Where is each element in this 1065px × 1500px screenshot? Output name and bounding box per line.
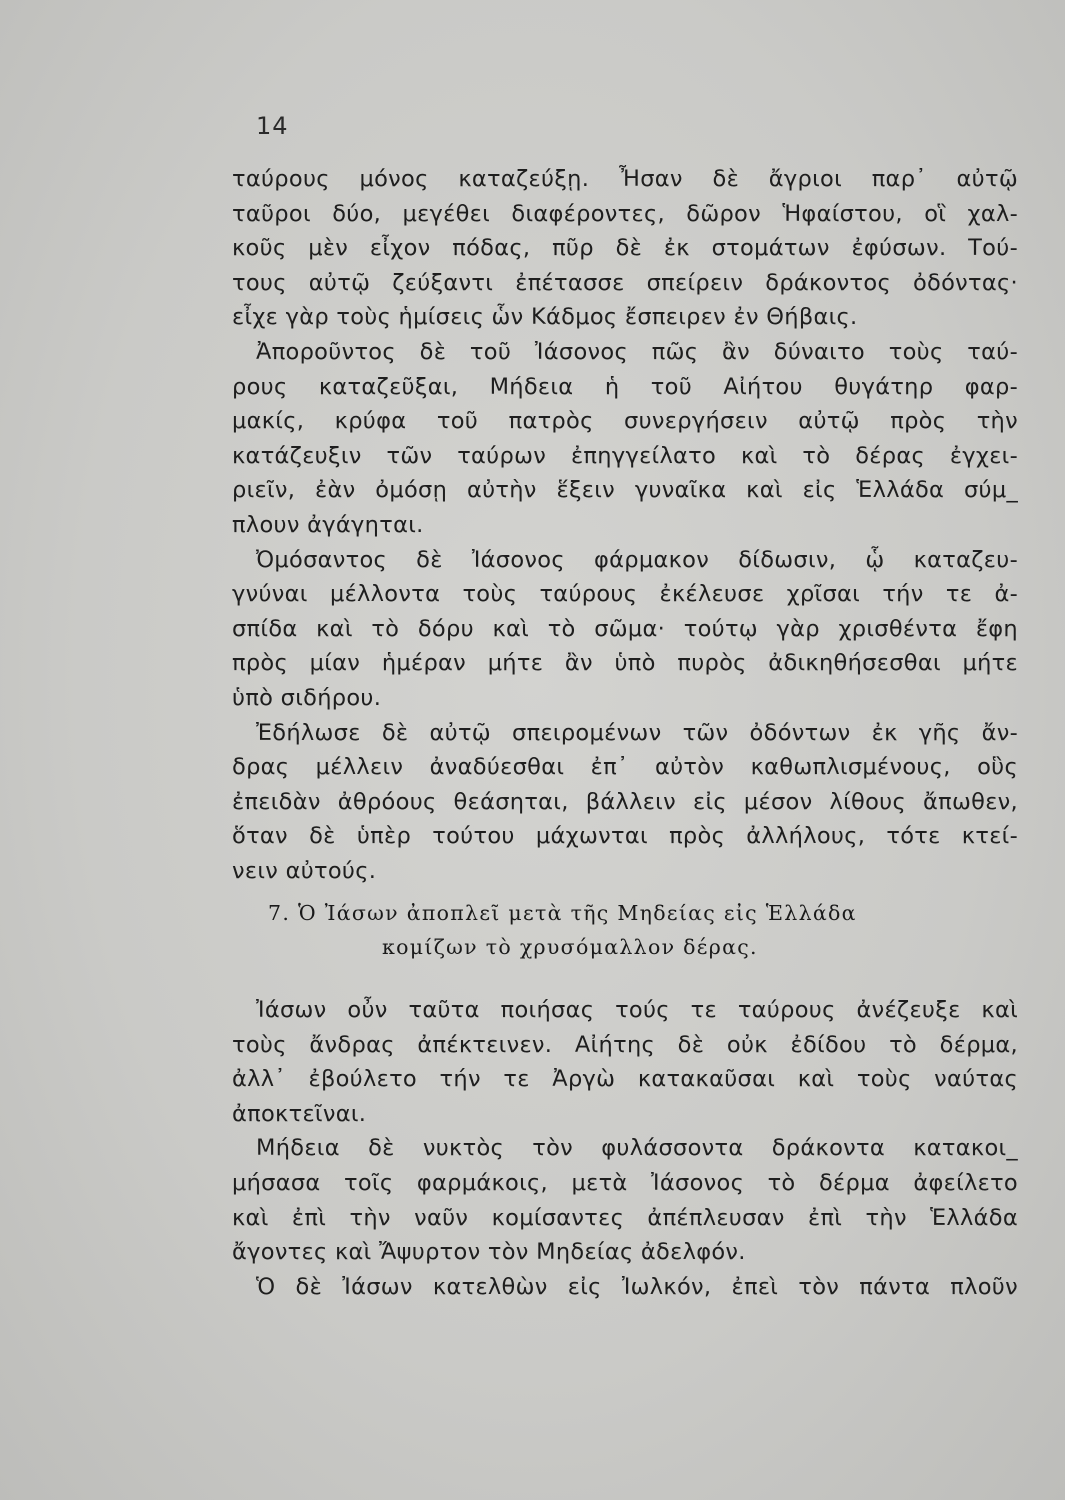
text-line: ὅταν δὲ ὑπὲρ τούτου μάχωνται πρὸς ἀλλήλους, τότε κτεί-: [232, 823, 1018, 850]
text-line: ἄγοντες καὶ Ἄψυρτον τὸν Μηδείας ἀδελφόν.: [232, 1239, 746, 1266]
page-number: 14: [256, 112, 289, 140]
text-line: Ἀποροῦντος δὲ τοῦ Ἰάσονος πῶς ἂν δύναιτο τοὺς ταύ-: [256, 338, 1018, 365]
text-line: Μήδεια δὲ νυκτὸς τὸν φυλάσσοντα δράκοντα κατακοι_: [256, 1135, 1018, 1162]
text-line: ρους καταζεῦξαι, Μήδεια ἡ τοῦ Αἰήτου θυγάτηρ φαρ-: [232, 373, 1018, 400]
text-line: Ἰάσων οὖν ταῦτα ποιήσας τούς τε ταύρους ἀνέζευξε καὶ: [256, 997, 1018, 1023]
text-line: γνύναι μέλλοντα τοὺς ταύρους ἐκέλευσε χρῖσαι τήν τε ἀ-: [232, 581, 1018, 608]
text-line: πρὸς μίαν ἡμέραν μήτε ἂν ὑπὸ πυρὸς ἀδικηθήσεσθαι μήτε: [232, 650, 1018, 677]
text-line: νειν αὐτούς.: [232, 857, 377, 884]
text-line: Ἐδήλωσε δὲ αὐτῷ σπειρομένων τῶν ὀδόντων ἐκ γῆς ἄν-: [256, 719, 1018, 746]
text-line: ὑπὸ σιδήρου.: [232, 684, 382, 711]
text-block-2: [232, 993, 1018, 1304]
text-line: δρας μέλλειν ἀναδύεσθαι ἐπ᾿ αὐτὸν καθωπλισμένους, οὓς: [232, 754, 1018, 781]
section-heading-line-1: 7. Ὁ Ἰάσων ἀποπλεῖ μετὰ τῆς Μηδείας εἰς Ἑλλάδα: [268, 901, 857, 925]
section-heading: [232, 896, 1018, 964]
text-line: τους αὐτῷ ζεύξαντι ἐπέτασσε σπείρειν δράκοντος ὀδόντας·: [232, 269, 1018, 296]
text-line: ἐπειδὰν ἀθρόους θεάσηται, βάλλειν εἰς μέσον λίθους ἄπωθεν,: [232, 788, 1018, 815]
text-line: ἀλλ᾿ ἐβούλετο τήν τε Ἀργὼ κατακαῦσαι καὶ τοὺς ναύτας: [232, 1066, 1018, 1093]
text-line: ταῦροι δύο, μεγέθει διαφέροντες, δῶρον Ἡφαίστου, οἳ χαλ-: [232, 200, 1018, 227]
text-line: ἀποκτεῖναι.: [232, 1100, 367, 1127]
text-line: Ὀμόσαντος δὲ Ἰάσονος φάρμακον δίδωσιν, ᾧ καταζευ-: [256, 546, 1018, 573]
text-line: τοὺς ἄνδρας ἀπέκτεινεν. Αἰήτης δὲ οὐκ ἐδίδου τὸ δέρμα,: [232, 1031, 1018, 1058]
text-line: σπίδα καὶ τὸ δόρυ καὶ τὸ σῶμα· τούτῳ γὰρ χρισθέντα ἔφη: [232, 615, 1018, 642]
text-line: καὶ ἐπὶ τὴν ναῦν κομίσαντες ἀπέπλευσαν ἐπὶ τὴν Ἑλλάδα: [232, 1204, 1018, 1231]
text-block-1: [232, 162, 1018, 888]
text-line: ταύρους μόνος καταζεύξῃ. Ἦσαν δὲ ἄγριοι παρ᾿ αὐτῷ: [232, 166, 1018, 192]
section-heading-line-2: κομίζων τὸ χρυσόμαλλον δέρας.: [382, 935, 758, 959]
text-line: εἶχε γὰρ τοὺς ἡμίσεις ὧν Κάδμος ἔσπειρεν ἐν Θήβαις.: [232, 304, 858, 331]
text-line: Ὁ δὲ Ἰάσων κατελθὼν εἰς Ἰωλκόν, ἐπεὶ τὸν πάντα πλοῦν: [256, 1273, 1018, 1300]
text-line: πλουν ἀγάγηται.: [232, 511, 424, 538]
text-line: μήσασα τοῖς φαρμάκοις, μετὰ Ἰάσονος τὸ δέρμα ἀφείλετο: [232, 1169, 1018, 1196]
text-line: κοῦς μὲν εἶχον πόδας, πῦρ δὲ ἐκ στομάτων ἐφύσων. Τού-: [232, 235, 1018, 262]
text-line: μακίς, κρύφα τοῦ πατρὸς συνεργήσειν αὐτῷ πρὸς τὴν: [232, 408, 1018, 435]
text-line: κατάζευξιν τῶν ταύρων ἐπηγγείλατο καὶ τὸ δέρας ἐγχει-: [232, 442, 1018, 469]
text-line: ριεῖν, ἐὰν ὀμόσῃ αὐτὴν ἕξειν γυναῖκα καὶ εἰς Ἑλλάδα σύμ_: [232, 477, 1018, 504]
